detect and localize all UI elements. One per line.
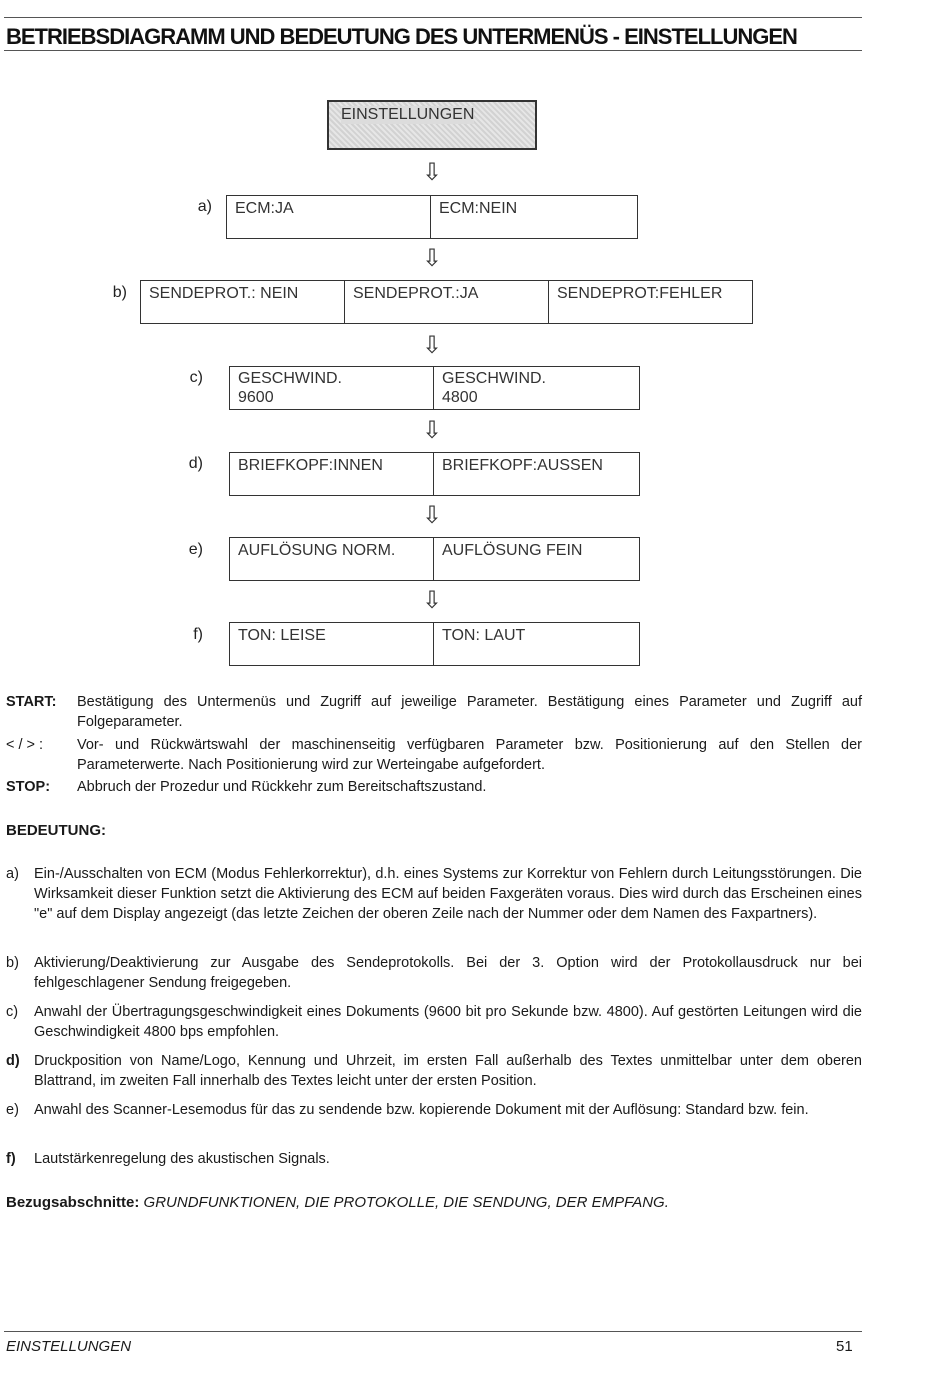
row-label-d: d)	[188, 455, 203, 472]
row-label-b: b)	[112, 284, 127, 301]
option-briefkopf-innen: BRIEFKOPF:INNEN	[229, 452, 434, 496]
meaning-item-f-text: Lautstärkenregelung des akustischen Signals.	[34, 1151, 330, 1167]
option-sendeprot-ja: SENDEPROT.:JA	[345, 280, 549, 324]
reference-label: Bezugsabschnitte:	[6, 1194, 140, 1211]
meaning-item-f-key: f)	[6, 1151, 16, 1167]
option-sendeprot-nein: SENDEPROT.: NEIN	[140, 280, 345, 324]
footer-section: EINSTELLUNGEN	[6, 1338, 132, 1355]
option-ton-leise: TON: LEISE	[229, 622, 434, 666]
down-arrow-icon: ⇩	[421, 331, 443, 359]
row-label-c: c)	[189, 369, 203, 386]
down-arrow-icon: ⇩	[421, 416, 443, 444]
meaning-item-e-text: Anwahl des Scanner-Lesemodus für das zu sendende bzw. kopierende Dokument mit der Auflösung: Standard bzw. fein.	[34, 1102, 809, 1118]
option-geschwind-4800-line1: GESCHWIND.	[442, 370, 546, 387]
meaning-item-b-text: Aktivierung/Deaktivierung zur Ausgabe des Sendeprotokolls. Bei der 3. Option wird der Protokollausdruck nur bei fehlgeschlagener Sendung freigegeben.	[34, 955, 862, 991]
key-nav-label: < / > :	[6, 737, 44, 753]
down-arrow-icon: ⇩	[421, 501, 443, 529]
meaning-heading: BEDEUTUNG:	[6, 822, 106, 839]
option-aufloesung-fein: AUFLÖSUNG FEIN	[434, 537, 640, 581]
option-briefkopf-aussen: BRIEFKOPF:AUSSEN	[434, 452, 640, 496]
down-arrow-icon: ⇩	[421, 244, 443, 272]
row-label-a: a)	[197, 198, 212, 215]
key-start-text: Bestätigung des Untermenüs und Zugriff auf jeweilige Parameter. Bestätigung eines Parameter und Zugriff auf Folgeparameter.	[77, 694, 862, 730]
page-title: BETRIEBSDIAGRAMM UND BEDEUTUNG DES UNTERMENÜS - EINSTELLUNGEN	[6, 24, 797, 49]
meaning-item-a-text: Ein-/Ausschalten von ECM (Modus Fehlerkorrektur), d.h. eines Systems zur Korrektur von Fehlern durch Leitungsstörungen. Die Wirksamkeit dieser Funktion setzt die Aktivierung des ECM auf beiden Faxgeräten voraus. Dies wird durch das Erscheinen eines "e" auf dem Display angezeigt (das letzte Zeichen der oberen Zeile nach der Nummer oder dem Namen des Faxpartners).	[34, 866, 862, 922]
option-geschwind-4800-line2: 4800	[442, 389, 478, 406]
reference-text: GRUNDFUNKTIONEN, DIE PROTOKOLLE, DIE SENDUNG, DER EMPFANG.	[143, 1194, 669, 1211]
down-arrow-icon: ⇩	[421, 158, 443, 186]
footer-rule	[4, 1331, 862, 1332]
header-top-rule	[4, 17, 862, 18]
option-geschwind-9600-line2: 9600	[238, 389, 274, 406]
row-label-f: f)	[193, 626, 203, 643]
option-geschwind-4800	[434, 366, 640, 410]
header-bottom-rule	[4, 50, 862, 51]
option-ecm-nein: ECM:NEIN	[431, 195, 638, 239]
row-label-e: e)	[188, 541, 203, 558]
option-aufloesung-norm: AUFLÖSUNG NORM.	[229, 537, 434, 581]
option-ecm-ja: ECM:JA	[226, 195, 431, 239]
meaning-item-d-key: d)	[6, 1053, 20, 1069]
meaning-item-c-text: Anwahl der Übertragungsgeschwindigkeit eines Dokuments (9600 bit pro Sekunde bzw. 4800). Auf gestörten Leitungen wird die Geschwindigkeit 4800 bps empfohlen.	[34, 1004, 862, 1040]
down-arrow-icon: ⇩	[421, 586, 443, 614]
meaning-item-a-key: a)	[6, 866, 19, 882]
meaning-item-c-key: c)	[6, 1004, 19, 1020]
option-geschwind-9600	[229, 366, 434, 410]
key-stop-label: STOP:	[6, 779, 51, 795]
key-start-label: START:	[6, 694, 57, 710]
meaning-item-e-key: e)	[6, 1102, 19, 1118]
diagram-root-label: EINSTELLUNGEN	[341, 106, 475, 123]
reference-line	[6, 1194, 669, 1211]
page-number: 51	[836, 1338, 853, 1355]
key-stop-text: Abbruch der Prozedur und Rückkehr zum Bereitschaftszustand.	[77, 779, 487, 795]
meaning-item-b-key: b)	[6, 955, 19, 971]
key-nav-text: Vor- und Rückwärtswahl der maschinenseitig verfügbaren Parameter bzw. Positionierung auf den Stellen der Parameterwerte. Nach Positionierung wird zur Werteingabe aufgefordert.	[77, 737, 862, 773]
option-geschwind-9600-line1: GESCHWIND.	[238, 370, 342, 387]
diagram-root-box	[327, 100, 537, 150]
option-ton-laut: TON: LAUT	[434, 622, 640, 666]
meaning-item-d-text: Druckposition von Name/Logo, Kennung und Uhrzeit, im ersten Fall außerhalb des Textes unmittelbar unter dem oberen Blattrand, im zweiten Fall innerhalb des Textes leicht unter der ersten Position.	[34, 1053, 862, 1089]
option-sendeprot-fehler: SENDEPROT:FEHLER	[549, 280, 753, 324]
